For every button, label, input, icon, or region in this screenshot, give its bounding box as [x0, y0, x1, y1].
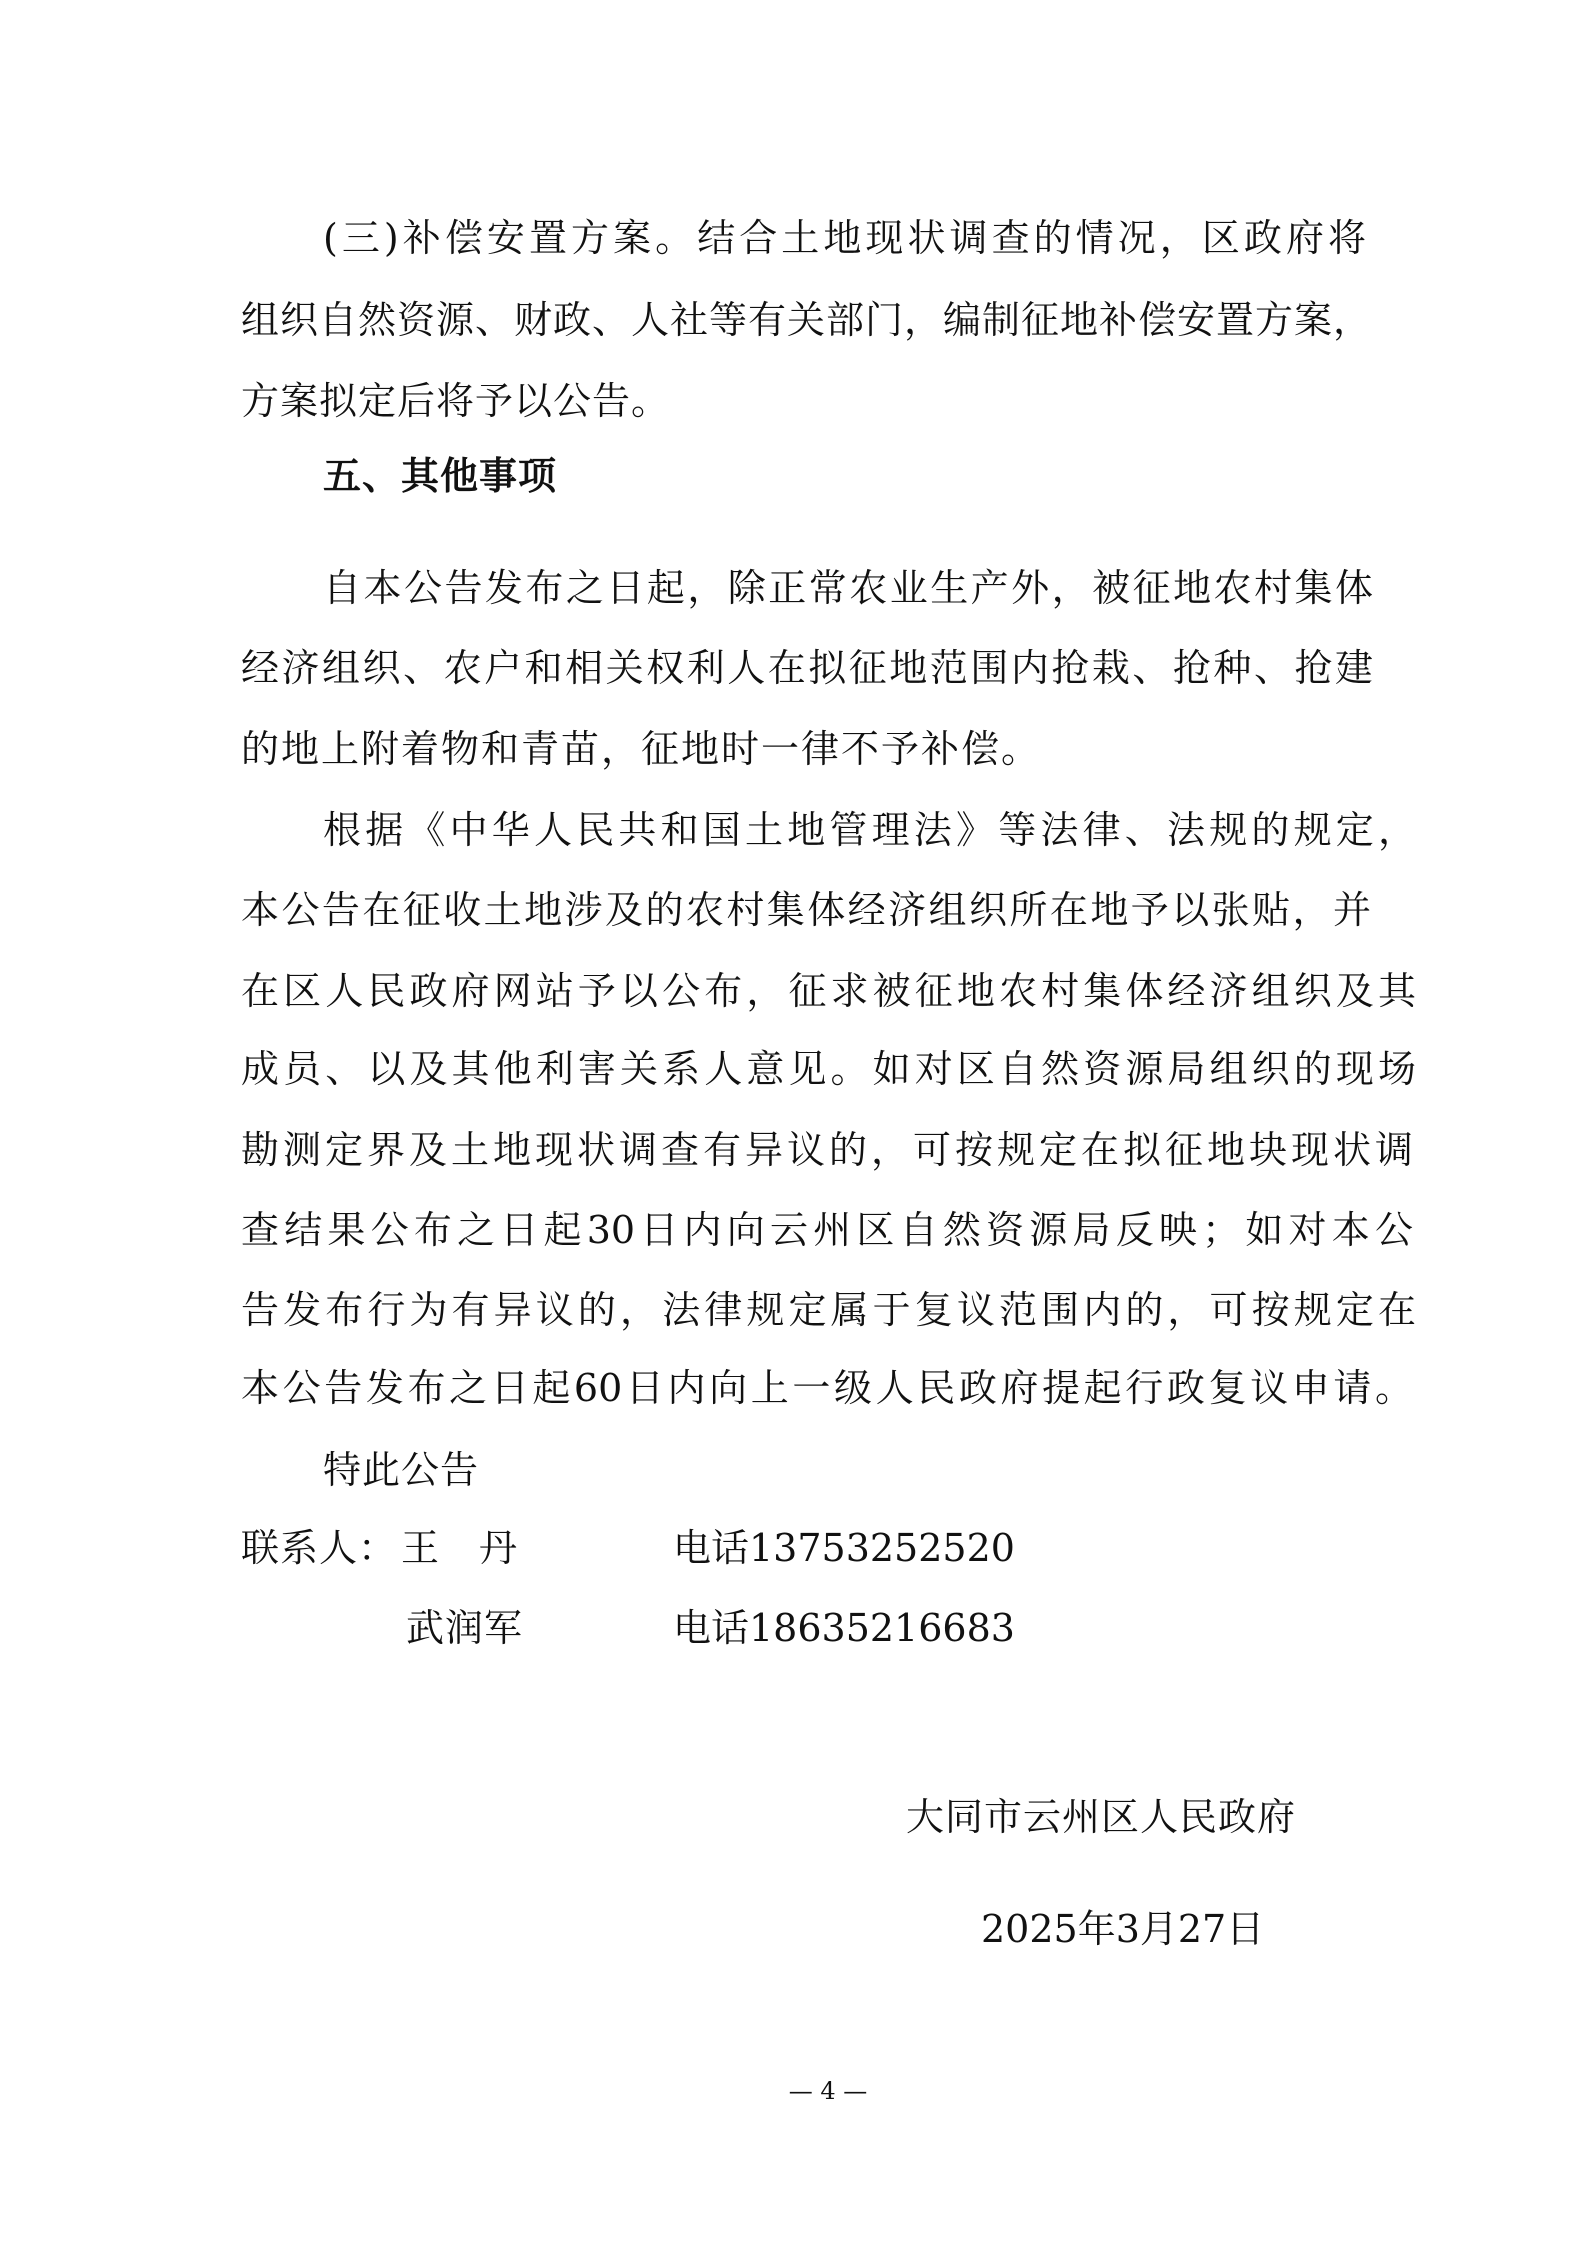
closing-text: 特此公告	[323, 1448, 480, 1492]
paragraph-line: 自本公告发布之日起，除正常农业生产外，被征地农村集体	[323, 566, 1373, 610]
paragraph-line: 根据《中华人民共和国土地管理法》等法律、法规的规定，	[323, 808, 1416, 852]
paragraph-line: 本公告发布之日起60日内向上一级人民政府提起行政复议申请。	[241, 1366, 1413, 1410]
paragraph-line: 经济组织、农户和相关权利人在拟征地范围内抢栽、抢种、抢建	[241, 646, 1373, 690]
paragraph-line: 查结果公布之日起30日内向云州区自然资源局反映；如对本公	[241, 1208, 1413, 1252]
paragraph-line: 本公告在征收土地涉及的农村集体经济组织所在地予以张贴，并	[241, 888, 1371, 932]
contact-name: 王 丹	[401, 1526, 519, 1570]
paragraph-line: 方案拟定后将予以公告。	[241, 379, 671, 423]
page-number: — 4 —	[788, 2077, 868, 2105]
paragraph-line: 组织自然资源、财政、人社等有关部门，编制征地补偿安置方案，	[241, 298, 1371, 342]
paragraph-line: 在区人民政府网站予以公布，征求被征地农村集体经济组织及其	[241, 969, 1416, 1013]
paragraph-line: (三)补偿安置方案。结合土地现状调查的情况，区政府将	[323, 216, 1366, 260]
contact-name: 武润军	[406, 1606, 524, 1650]
contact-phone: 电话13753252520	[673, 1526, 1015, 1570]
contact-phone: 电话18635216683	[673, 1606, 1015, 1650]
contact-label: 联系人：	[241, 1526, 398, 1570]
section-heading: 五、其他事项	[323, 454, 558, 498]
paragraph-line: 勘测定界及土地现状调查有异议的，可按规定在拟征地块现状调	[241, 1128, 1413, 1172]
signature-date: 2025年3月27日	[981, 1907, 1265, 1951]
paragraph-line: 成员、以及其他利害关系人意见。如对区自然资源局组织的现场	[241, 1047, 1416, 1091]
signature-organization: 大同市云州区人民政府	[906, 1795, 1297, 1839]
paragraph-line: 的地上附着物和青苗，征地时一律不予补偿。	[241, 727, 1042, 771]
paragraph-line: 告发布行为有异议的，法律规定属于复议范围内的，可按规定在	[241, 1288, 1416, 1332]
